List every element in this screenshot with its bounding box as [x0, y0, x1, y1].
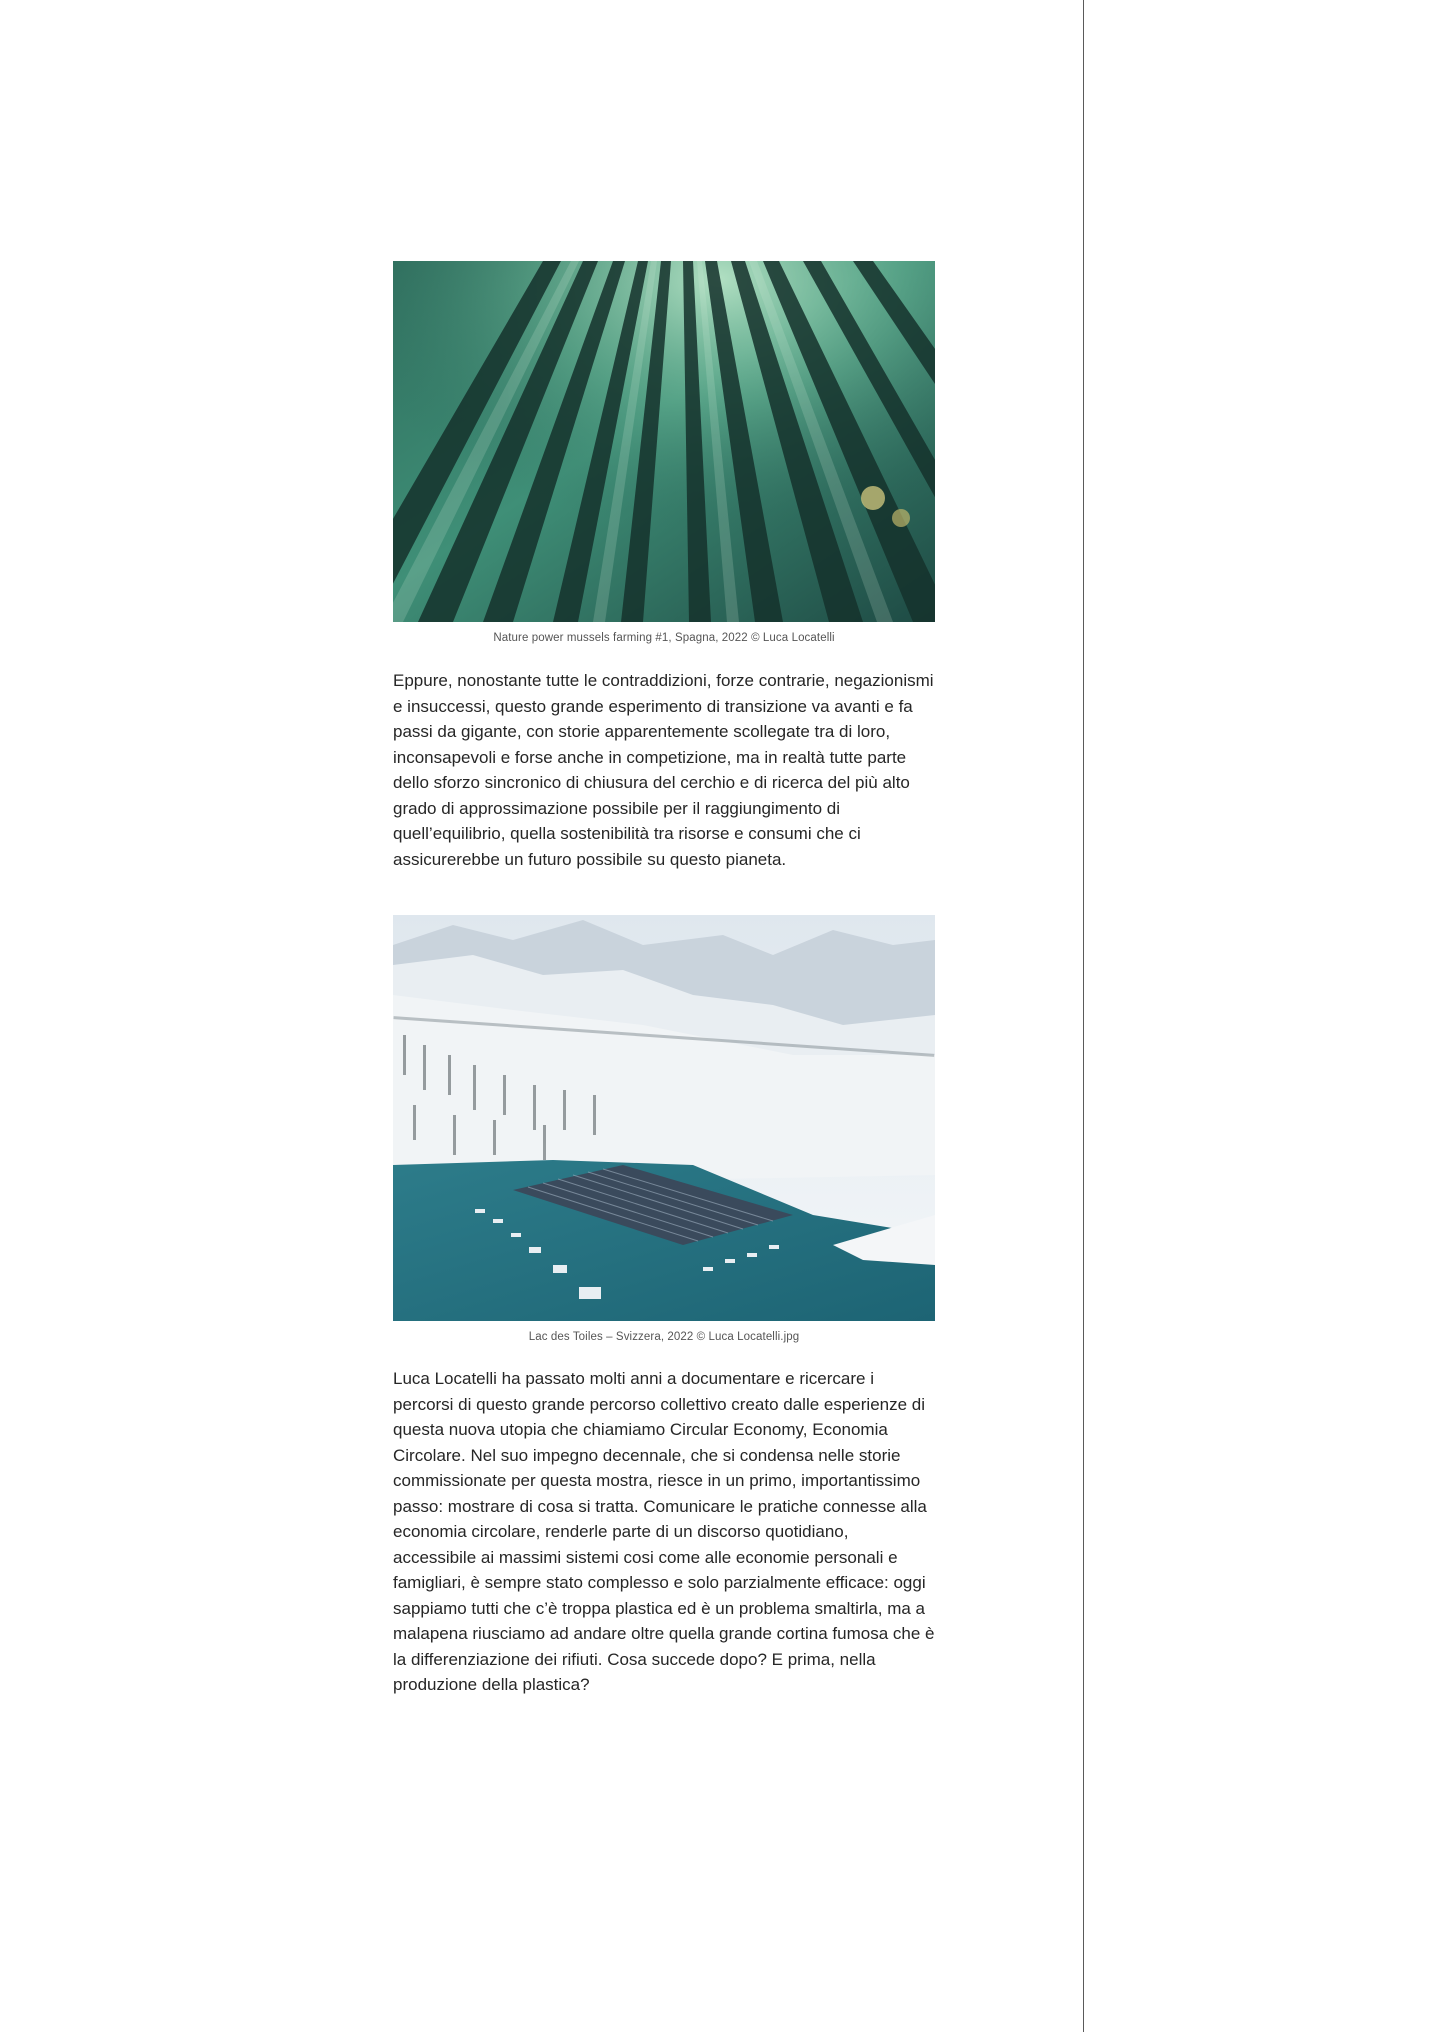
figure-lake — [393, 915, 935, 1343]
body-paragraph: Eppure, nonostante tutte le contraddizioni, forze contrarie, negazionismi e insuccessi, questo grande esperimento di transizione va avanti e fa passi da gigante, con storie apparentemente scollegate tra di loro, inconsapevoli e forse anche in competizione, ma in realtà tutte parte dello sforzo sincronico di chiusura del cerchio e di ricerca del più alto grado di approssimazione possibile per il raggiungimento di quell’equilibrio, quella sostenibilità tra risorse e consumi che ci assicurerebbe un futuro possibile su questo pianeta. — [393, 671, 934, 869]
figure-caption: Lac des Toiles – Svizzera, 2022 © Luca Locatelli.jpg — [528, 1331, 800, 1343]
figure-mussels — [393, 261, 935, 644]
figure-caption: Nature power mussels farming #1, Spagna, 2022 © Luca Locatelli — [493, 632, 835, 644]
floating-solar-lake-photo — [393, 915, 935, 1321]
page-divider-line — [1083, 0, 1084, 2032]
mussels-farm-photo — [393, 261, 935, 622]
body-paragraph: Luca Locatelli ha passato molti anni a documentare e ricercare i percorsi di questo grande percorso collettivo creato dalle esperienze di questa nuova utopia che chiamiamo Circular Economy, Economia Circolare. Nel suo impegno decennale, che si condensa nelle storie commissionate per questa mostra, riesce in un primo, importantissimo passo: mostrare di cosa si tratta. Comunicare le pratiche connesse alla economia circolare, renderle parte di un discorso quotidiano, accessibile ai massimi sistemi cosi come alle economie personali e famigliari, è sempre stato complesso e solo parzialmente efficace: oggi sappiamo tutti che c’è troppa plastica ed è un problema smaltirla, ma a malapena riusciamo ad andare oltre quella grande cortina fumosa che è la differenziazione dei rifiuti. Cosa succede dopo? E prima, nella produzione della plastica? — [393, 1369, 935, 1694]
